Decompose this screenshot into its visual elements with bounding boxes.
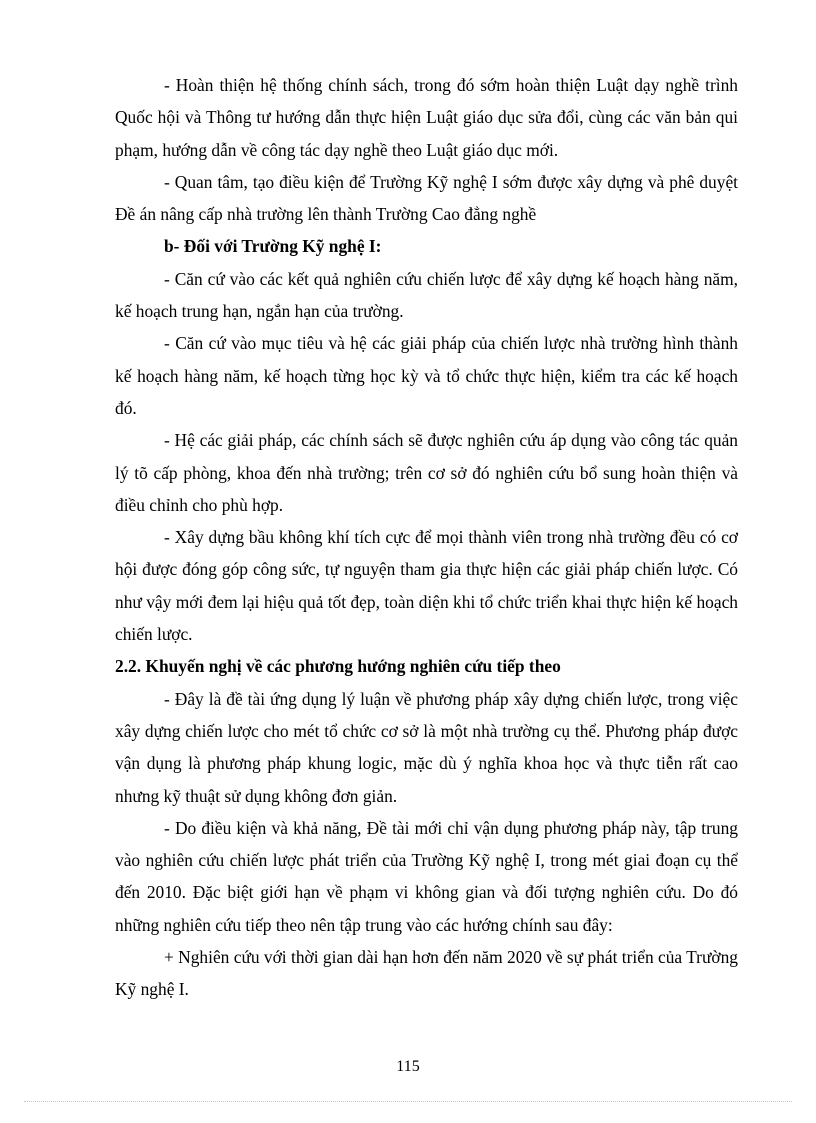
- paragraph-positive-climate: - Xây dựng bầu không khí tích cực để mọi thành viên trong nhà trường đều có cơ hội được đóng góp công sức, tự nguyện tham gia thực hiện các giải pháp chiến lược. Có như vậy mới đem lại hiệu quả tốt đẹp, toàn diện khi tổ chức triển khai thực hiện kế hoạch chiến lược.: [115, 527, 738, 645]
- paragraph-topic-application: - Đây là đề tài ứng dụng lý luận về phương pháp xây dựng chiến lược, trong việc xây dựng chiến lược cho mét tổ chức cơ sở là một nhà trường cụ thể. Phương pháp được vận dụng là phương pháp khung logic, mặc dù ý nghĩa khoa học và thực tiễn rất cao nhưng kỹ thuật sử dụng không đơn giản.: [115, 688, 738, 806]
- paragraph-objectives-solutions: - Căn cứ vào mục tiêu và hệ các giải pháp của chiến lược nhà trường hình thành kế hoạch hàng năm, kế hoạch từng học kỳ và tổ chức thực hiện, kiểm tra các kế hoạch đó.: [115, 333, 738, 418]
- paragraph-policy-application: - Hệ các giải pháp, các chính sách sẽ được nghiên cứu áp dụng vào công tác quản lý tõ cấp phòng, khoa đến nhà trường; trên cơ sở đó nghiên cứu bổ sung hoàn thiện và điều chỉnh cho phù hợp.: [115, 430, 738, 515]
- page-body: [115, 69, 738, 1006]
- paragraph-research-2020: + Nghiên cứu với thời gian dài hạn hơn đến năm 2020 về sự phát triển của Trường Kỹ nghệ I.: [115, 947, 738, 1000]
- paragraph-legal-policy: - Hoàn thiện hệ thống chính sách, trong đó sớm hoàn thiện Luật dạy nghề trình Quốc hội và Thông tư hướng dẫn thực hiện Luật giáo dục sửa đổi, cùng các văn bản qui phạm, hướng dẫn về công tác dạy nghề theo Luật giáo dục mới.: [115, 75, 738, 160]
- subheading-for-school: b- Đối với Trường Kỹ nghệ I:: [164, 236, 382, 257]
- paragraph-limitations: - Do điều kiện và khả năng, Đề tài mới chỉ vận dụng phương pháp này, tập trung vào nghiên cứu chiến lược phát triển của Trường Kỹ nghệ I, trong mét giai đoạn cụ thể đến 2010. Đặc biệt giới hạn về phạm vi không gian và đối tượng nghiên cứu. Do đó những nghiên cứu tiếp theo nên tập trung vào các hướng chính sau đây:: [115, 817, 738, 935]
- section-heading-2-2: 2.2. Khuyến nghị về các phương hướng nghiên cứu tiếp theo: [115, 656, 561, 677]
- paragraph-upgrade-proposal: - Quan tâm, tạo điều kiện để Trường Kỹ nghệ I sớm được xây dựng và phê duyệt Đề án nâng cấp nhà trường lên thành Trường Cao đẳng nghề: [115, 171, 738, 225]
- footer-divider: [24, 1101, 792, 1102]
- page-number: 115: [396, 1058, 420, 1075]
- paragraph-annual-plans: - Căn cứ vào các kết quả nghiên cứu chiến lược để xây dựng kế hoạch hàng năm, kế hoạch trung hạn, ngắn hạn của trường.: [115, 268, 738, 322]
